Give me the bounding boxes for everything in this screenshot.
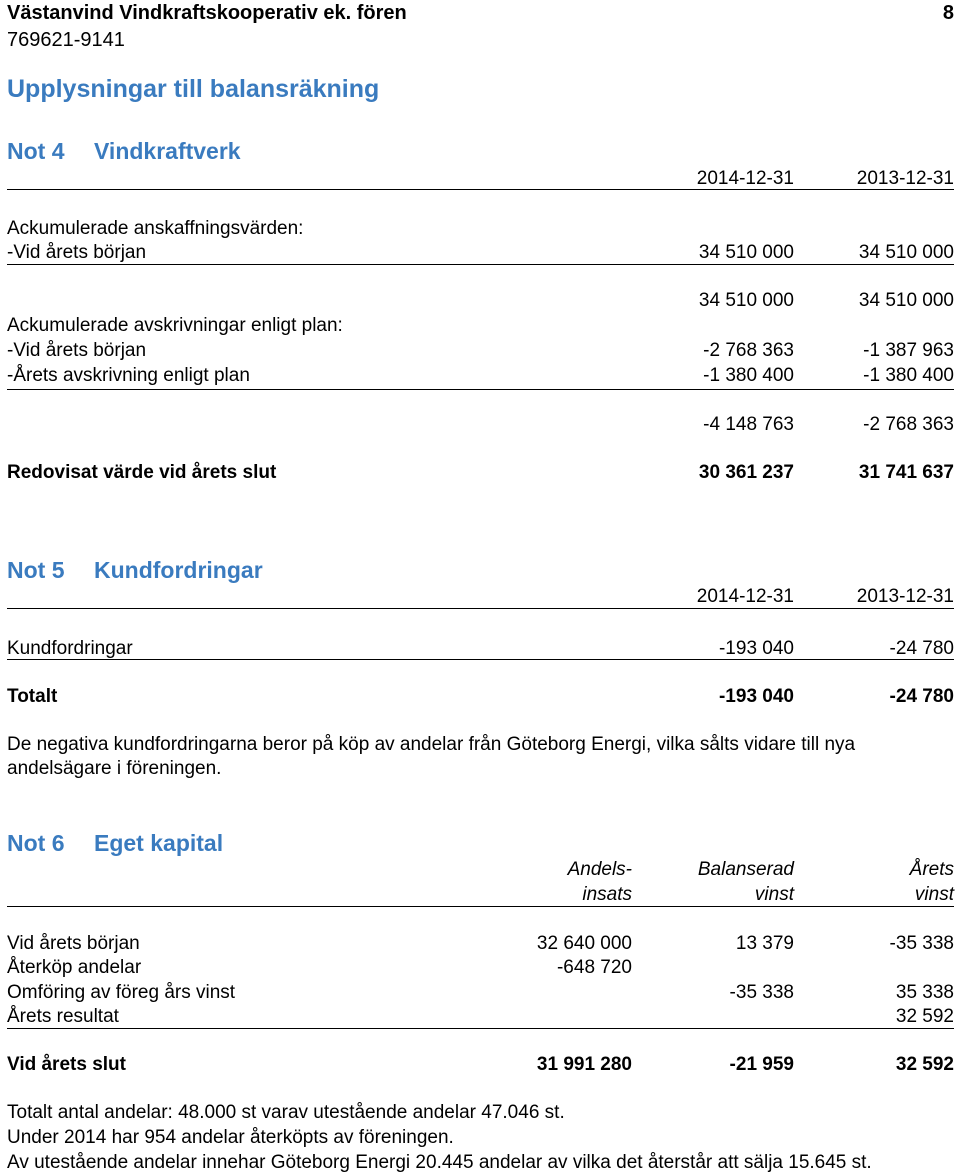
footer-line3: Av utestående andelar innehar Göteborg Energi 20.445 andelar av vilka det återstår att sälja 15.645 st.	[7, 1152, 872, 1173]
footer-line2: Under 2014 har 954 andelar återköpts av föreningen.	[7, 1127, 454, 1148]
note5-comment-line2: andelsägare i föreningen.	[7, 758, 222, 779]
note4-dep-sum-v1: -4 148 763	[703, 414, 794, 435]
note6-row-v1: -648 720	[556, 957, 632, 978]
note5-row-v1: -193 040	[718, 638, 794, 659]
note5-total-v2: -24 780	[889, 686, 954, 707]
note5-title: Kundfordringar	[94, 557, 263, 583]
note4-dep-heading: Ackumulerade avskrivningar enligt plan:	[7, 315, 343, 336]
note5-number: Not 5	[7, 557, 65, 583]
note5-row-v2: -24 780	[889, 638, 954, 659]
divider	[7, 906, 954, 907]
note4-col1-header: 2014-12-31	[696, 168, 794, 189]
note6-h1-line1: Andels-	[567, 859, 632, 880]
divider	[7, 264, 954, 265]
note4-book-v1: 30 361 237	[698, 462, 794, 483]
divider	[7, 189, 954, 190]
note6-row-v1: 32 640 000	[536, 933, 632, 954]
note4-acq-start-v2: 34 510 000	[858, 242, 954, 263]
note6-title: Eget kapital	[94, 830, 224, 856]
note4-dep-start-label: -Vid årets början	[7, 340, 147, 361]
note6-row-v2: -35 338	[729, 982, 794, 1003]
note6-end-v3: 32 592	[895, 1054, 954, 1075]
note4-dep-start-v1: -2 768 363	[703, 340, 794, 361]
note4-acq-sum-v2: 34 510 000	[858, 290, 954, 311]
note6-h3-line1: Årets	[909, 859, 954, 880]
note6-h2-line2: vinst	[754, 884, 794, 905]
note6-h3-line2: vinst	[914, 884, 954, 905]
page-number: 8	[942, 2, 954, 24]
note6-row-label: Vid årets början	[7, 933, 140, 954]
note5-col2-header: 2013-12-31	[856, 586, 954, 607]
org-number: 769621-9141	[7, 29, 125, 51]
note6-end-label: Vid årets slut	[7, 1054, 126, 1075]
note5-row-label: Kundfordringar	[7, 638, 133, 659]
note6-row-v2: 13 379	[735, 933, 794, 954]
note4-col2-header: 2013-12-31	[856, 168, 954, 189]
note4-acq-heading: Ackumulerade anskaffningsvärden:	[7, 218, 304, 239]
note6-end-v2: -21 959	[729, 1054, 794, 1075]
note5-total-v1: -193 040	[718, 686, 794, 707]
note4-dep-sum-v2: -2 768 363	[863, 414, 954, 435]
note6-row-label: Årets resultat	[7, 1006, 119, 1027]
section-title: Upplysningar till balansräkning	[7, 75, 380, 103]
note4-acq-start-label: -Vid årets början	[7, 242, 147, 263]
divider	[7, 1028, 954, 1029]
note5-total-label: Totalt	[7, 686, 58, 707]
note4-dep-start-v2: -1 387 963	[863, 340, 954, 361]
footer-line1: Totalt antal andelar: 48.000 st varav utestående andelar 47.046 st.	[7, 1102, 565, 1123]
note5-comment-line1: De negativa kundfordringarna beror på köp av andelar från Göteborg Energi, vilka sålts vidare till nya	[7, 734, 856, 755]
note6-end-v1: 31 991 280	[536, 1054, 632, 1075]
company-name: Västanvind Vindkraftskooperativ ek. fören	[7, 2, 407, 24]
note6-row-v3: -35 338	[889, 933, 954, 954]
note6-h1-line2: insats	[582, 884, 632, 905]
note4-title: Vindkraftverk	[94, 138, 241, 164]
note4-book-v2: 31 741 637	[858, 462, 954, 483]
note6-row-v3: 35 338	[895, 982, 954, 1003]
note4-dep-year-v2: -1 380 400	[863, 365, 954, 386]
note4-book-label: Redovisat värde vid årets slut	[7, 462, 277, 483]
note4-number: Not 4	[7, 138, 65, 164]
note4-dep-year-label: -Årets avskrivning enligt plan	[7, 365, 250, 386]
note6-row-label: Omföring av föreg års vinst	[7, 982, 236, 1003]
note5-col1-header: 2014-12-31	[696, 586, 794, 607]
divider	[7, 659, 954, 660]
note6-row-v3: 32 592	[895, 1006, 954, 1027]
note6-h2-line1: Balanserad	[697, 859, 794, 880]
note4-acq-sum-v1: 34 510 000	[698, 290, 794, 311]
divider	[7, 389, 954, 390]
note6-row-label: Återköp andelar	[7, 957, 142, 978]
note4-acq-start-v1: 34 510 000	[698, 242, 794, 263]
note6-number: Not 6	[7, 830, 65, 856]
divider	[7, 608, 954, 609]
note4-dep-year-v1: -1 380 400	[703, 365, 794, 386]
